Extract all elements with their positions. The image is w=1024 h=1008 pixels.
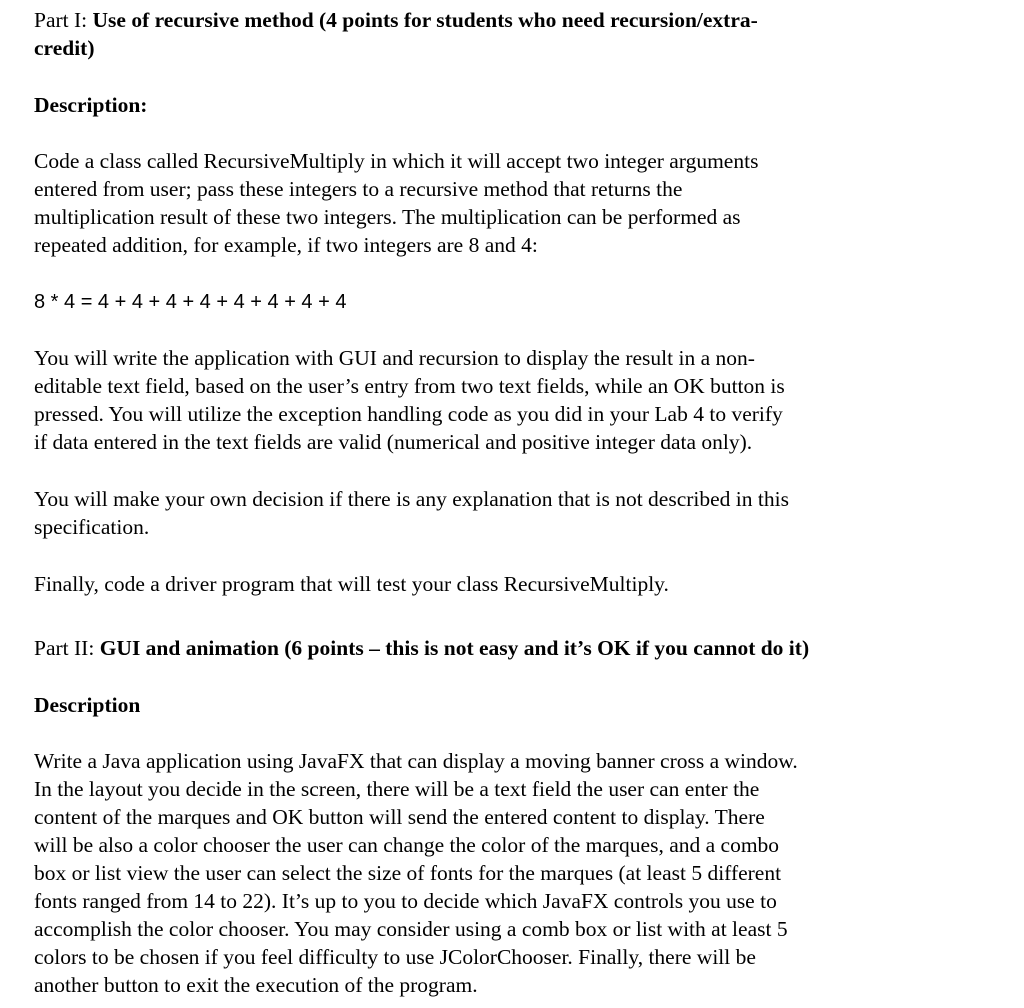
- part1-paragraph2-line: editable text field, based on the user’s entry from two text fields, while an OK button is: [34, 374, 785, 398]
- part2-paragraph-line: will be also a color chooser the user can change the color of the marques, and a combo: [34, 833, 780, 857]
- part1-paragraph2-line: if data entered in the text fields are valid (numerical and positive integer data only).: [34, 430, 753, 454]
- part2-description-label: Description: [34, 693, 141, 717]
- part1-paragraph1-line: entered from user; pass these integers to a recursive method that returns the: [34, 177, 683, 201]
- part1-heading-prefix: Part I:: [34, 8, 93, 32]
- part2-paragraph-line: another button to exit the execution of the program.: [34, 973, 478, 997]
- part1-description-label: Description:: [34, 93, 148, 117]
- part2-paragraph-line: colors to be chosen if you feel difficulty to use JColorChooser. Finally, there will be: [34, 945, 756, 969]
- part2-paragraph-line: accomplish the color chooser. You may consider using a comb box or list with at least 5: [34, 917, 788, 941]
- part2-paragraph-line: content of the marques and OK button will send the entered content to display. There: [34, 805, 765, 829]
- part2-heading: [34, 634, 809, 662]
- part2-paragraph-line: Write a Java application using JavaFX that can display a moving banner cross a window.: [34, 749, 798, 773]
- part1-paragraph2-line: pressed. You will utilize the exception handling code as you did in your Lab 4 to verify: [34, 402, 783, 426]
- part1-heading-title-cont: credit): [34, 36, 95, 60]
- part1-paragraph1-line: repeated addition, for example, if two integers are 8 and 4:: [34, 233, 538, 257]
- part1-paragraph2-line: You will write the application with GUI and recursion to display the result in a non-: [34, 346, 755, 370]
- part1-paragraph1-line: multiplication result of these two integers. The multiplication can be performed as: [34, 205, 741, 229]
- part2-paragraph-line: box or list view the user can select the size of fonts for the marques (at least 5 different: [34, 861, 782, 885]
- part2-paragraph-line: fonts ranged from 14 to 22). It’s up to you to decide which JavaFX controls you use to: [34, 889, 777, 913]
- part1-paragraph1-line: Code a class called RecursiveMultiply in which it will accept two integer arguments: [34, 149, 759, 173]
- part2-heading-title: GUI and animation (6 points – this is not easy and it’s OK if you cannot do it): [99, 636, 810, 660]
- part1-paragraph3-line: You will make your own decision if there is any explanation that is not described in this: [34, 487, 789, 511]
- part1-paragraph4: Finally, code a driver program that will test your class RecursiveMultiply.: [34, 572, 669, 596]
- part1-heading-title: Use of recursive method (4 points for students who need recursion/extra-: [92, 8, 758, 32]
- example-equation: 8 * 4 = 4 + 4 + 4 + 4 + 4 + 4 + 4 + 4: [34, 291, 347, 313]
- part2-heading-prefix: Part II:: [34, 636, 100, 660]
- part1-paragraph3-line: specification.: [34, 515, 150, 539]
- part1-heading: [34, 6, 758, 34]
- part2-paragraph-line: In the layout you decide in the screen, there will be a text field the user can enter the: [34, 777, 760, 801]
